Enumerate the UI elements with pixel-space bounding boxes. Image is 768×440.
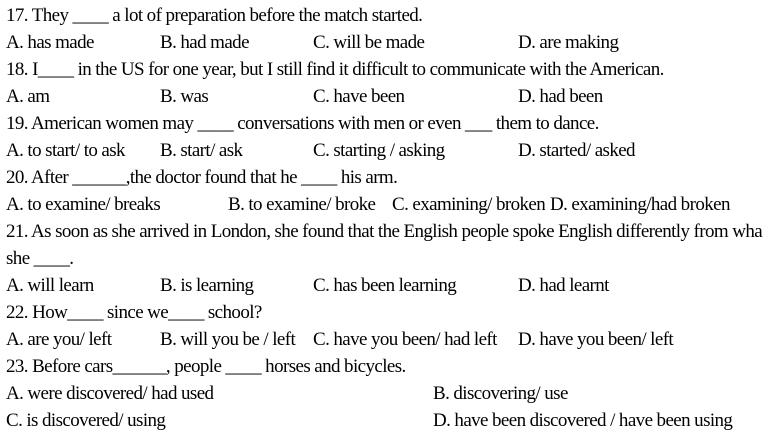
- q22-option-a[interactable]: A. are you/ left: [6, 329, 112, 350]
- q21-option-a[interactable]: A. will learn: [6, 275, 94, 296]
- q20-option-c[interactable]: C. examining/ broken: [392, 194, 546, 215]
- q22-option-c[interactable]: C. have you been/ had left: [313, 329, 497, 350]
- q17-option-c[interactable]: C. will be made: [313, 32, 425, 53]
- q21-option-b[interactable]: B. is learning: [160, 275, 254, 296]
- q20-option-a[interactable]: A. to examine/ breaks: [6, 194, 161, 215]
- q23-option-a[interactable]: A. were discovered/ had used: [6, 383, 214, 404]
- q19-option-b[interactable]: B. start/ ask: [160, 140, 243, 161]
- question-19-stem: 19. American women may ____ conversations with men or even ___ them to dance.: [6, 113, 599, 134]
- q19-option-c[interactable]: C. starting / asking: [313, 140, 445, 161]
- q23-option-c[interactable]: C. is discovered/ using: [6, 410, 166, 431]
- question-21-stem-continued: she ____.: [6, 248, 74, 269]
- q23-option-d[interactable]: D. have been discovered / have been using: [433, 410, 733, 431]
- question-20-stem: 20. After ______,the doctor found that he ____ his arm.: [6, 167, 398, 188]
- q17-option-d[interactable]: D. are making: [518, 32, 619, 53]
- q18-option-c[interactable]: C. have been: [313, 86, 405, 107]
- q22-option-d[interactable]: D. have you been/ left: [518, 329, 674, 350]
- q20-option-d[interactable]: D. examining/had broken: [550, 194, 730, 215]
- q19-option-d[interactable]: D. started/ asked: [518, 140, 635, 161]
- question-21-stem: 21. As soon as she arrived in London, she found that the English people spoke English differently from wha: [6, 221, 763, 242]
- q18-option-a[interactable]: A. am: [6, 86, 50, 107]
- question-23-stem: 23. Before cars______, people ____ horses and bicycles.: [6, 356, 406, 377]
- question-17-stem: 17. They ____ a lot of preparation before the match started.: [6, 5, 423, 26]
- q18-option-d[interactable]: D. had been: [518, 86, 603, 107]
- q17-option-b[interactable]: B. had made: [160, 32, 249, 53]
- q21-option-d[interactable]: D. had learnt: [518, 275, 609, 296]
- q19-option-a[interactable]: A. to start/ to ask: [6, 140, 125, 161]
- q18-option-b[interactable]: B. was: [160, 86, 209, 107]
- q21-option-c[interactable]: C. has been learning: [313, 275, 457, 296]
- question-22-stem: 22. How____ since we____ school?: [6, 302, 262, 323]
- q17-option-a[interactable]: A. has made: [6, 32, 94, 53]
- q20-option-b[interactable]: B. to examine/ broke: [228, 194, 376, 215]
- q22-option-b[interactable]: B. will you be / left: [160, 329, 296, 350]
- question-18-stem: 18. I____ in the US for one year, but I still find it difficult to communicate with the American.: [6, 59, 664, 80]
- q23-option-b[interactable]: B. discovering/ use: [433, 383, 568, 404]
